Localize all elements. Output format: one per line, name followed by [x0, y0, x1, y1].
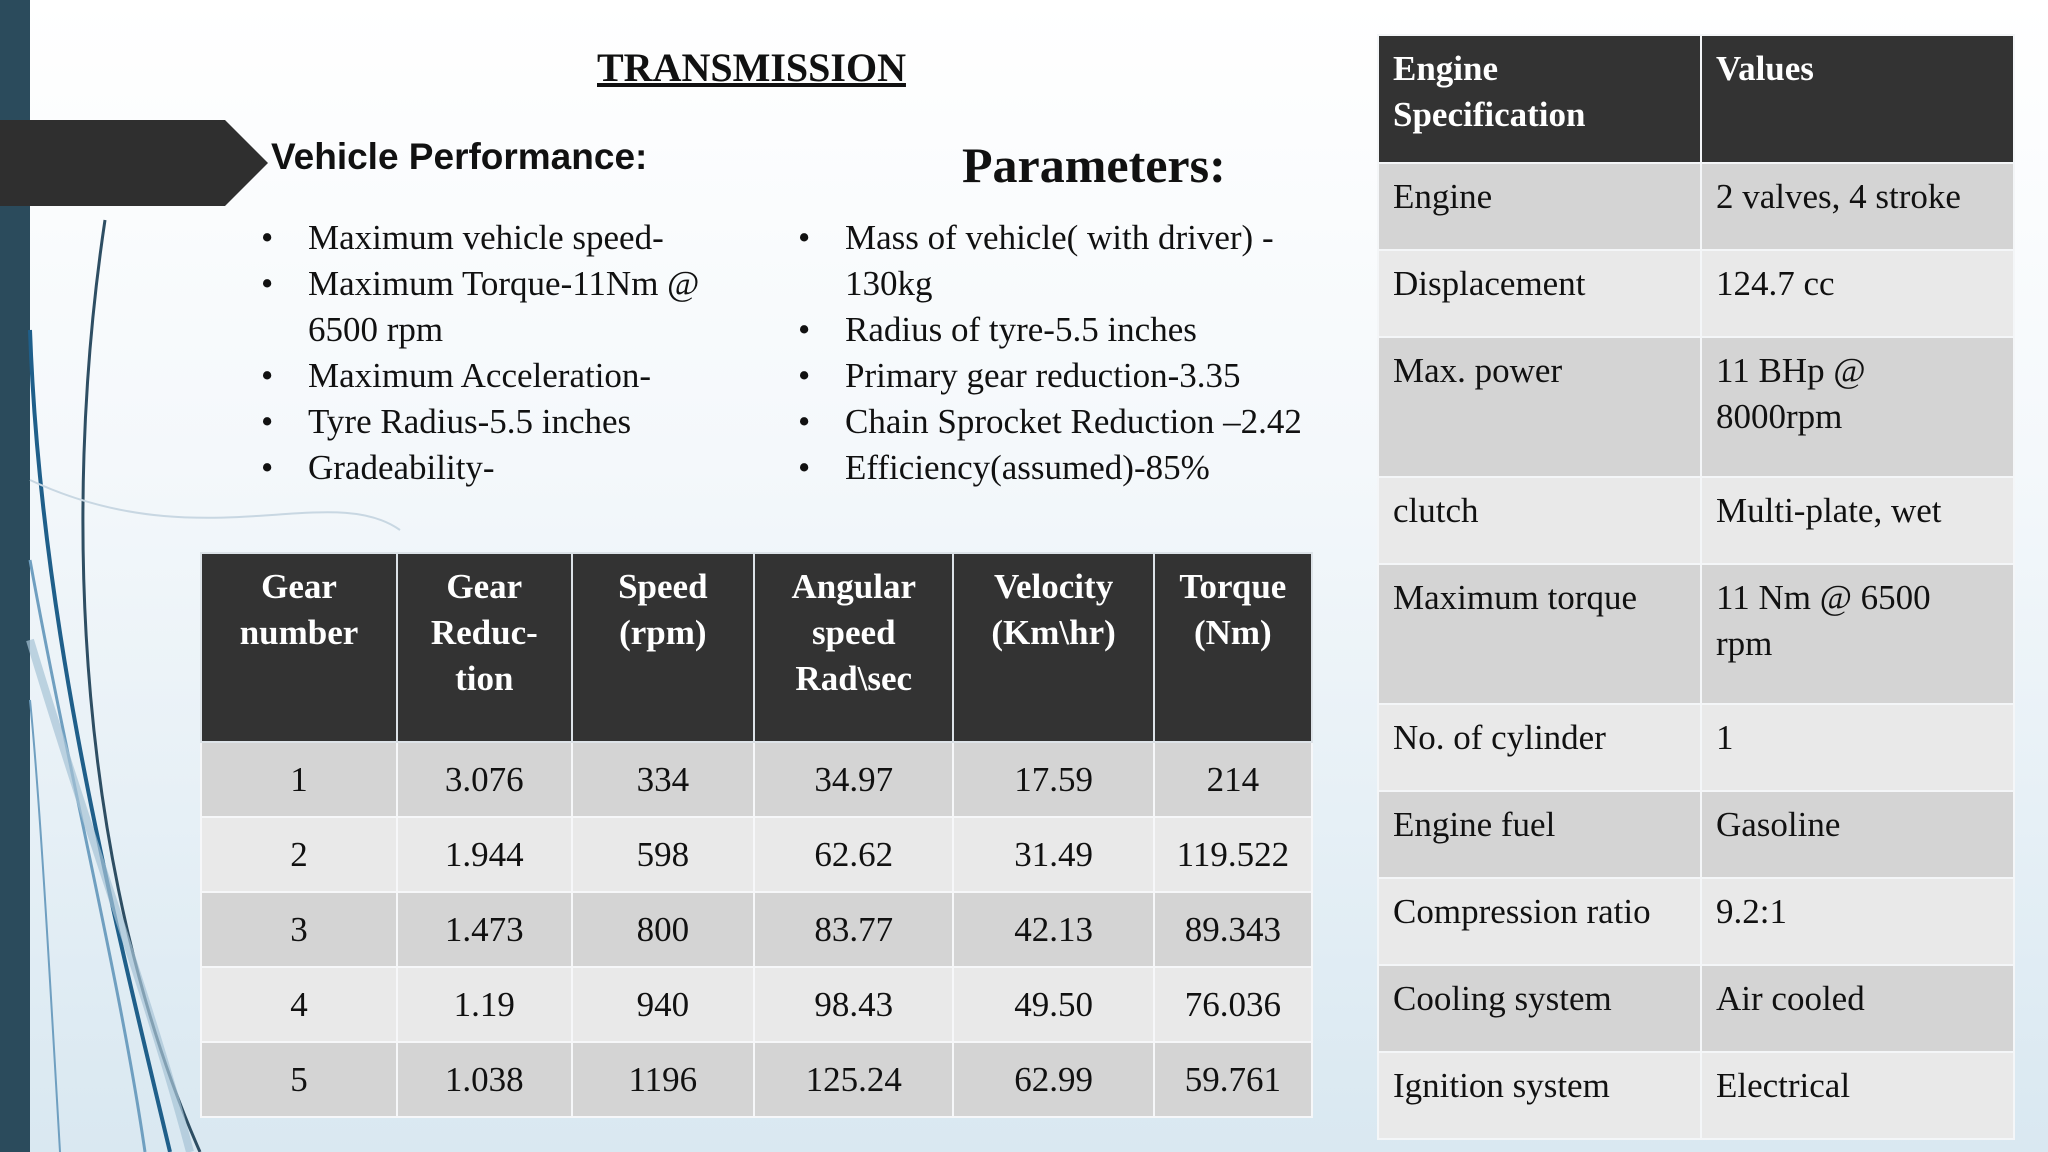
spec-value-line: Air cooled [1716, 979, 1865, 1018]
spec-key-cell [1378, 878, 1701, 965]
spec-value-cell [1701, 163, 2014, 250]
header-line: Rad\sec [795, 659, 913, 698]
table-row [1378, 477, 2014, 564]
header-line: (Km\hr) [991, 613, 1116, 652]
header-line: Gear [261, 567, 337, 606]
vehicle-performance-item: • Maximum Torque-11Nm @ 6500 rpm [261, 261, 761, 353]
spec-value-line: Multi-plate, wet [1716, 491, 1942, 530]
table-row [201, 1042, 1312, 1117]
spec-value-line: 8000rpm [1716, 397, 1843, 436]
vehicle-performance-item: • Gradeability- [261, 445, 761, 491]
table-cell: 42.13 [953, 892, 1153, 967]
spec-value-cell [1701, 250, 2014, 337]
table-cell: 89.343 [1154, 892, 1312, 967]
spec-key-cell [1378, 1052, 1701, 1139]
table-cell: 1 [201, 742, 397, 817]
table-row [1378, 791, 2014, 878]
header-line: Gear [446, 567, 523, 606]
header-line: tion [455, 659, 514, 698]
table-row [1378, 564, 2014, 704]
spec-key-cell [1378, 704, 1701, 791]
table-cell: 3.076 [397, 742, 572, 817]
spec-value-cell [1701, 704, 2014, 791]
header-line: Reduc- [430, 613, 538, 652]
table-cell: 5 [201, 1042, 397, 1117]
header-line: Engine [1393, 49, 1499, 88]
spec-key-line: Ignition system [1393, 1066, 1610, 1105]
spec-value-line: 9.2:1 [1716, 892, 1787, 931]
spec-key-line: No. of cylinder [1393, 718, 1606, 757]
table-row [1378, 965, 2014, 1052]
gear-table [200, 552, 1313, 1118]
header-line: Speed [618, 567, 708, 606]
table-cell: 598 [572, 817, 754, 892]
table-cell: 119.522 [1154, 817, 1312, 892]
vehicle-performance-heading: Vehicle Performance: [271, 136, 648, 177]
vehicle-performance-item: • Maximum Acceleration- [261, 353, 761, 399]
spec-key-line: Engine fuel [1393, 805, 1556, 844]
header-line: (rpm) [619, 613, 707, 652]
parameter-item: • Mass of vehicle( with driver) - 130kg [798, 215, 1358, 307]
spec-value-line: 2 valves, 4 stroke [1716, 177, 1961, 216]
table-cell: 59.761 [1154, 1042, 1312, 1117]
header-line: Torque [1179, 567, 1287, 606]
spec-value-line: 11 BHp @ [1716, 351, 1866, 390]
parameter-item: • Radius of tyre-5.5 inches [798, 307, 1358, 353]
table-cell: 214 [1154, 742, 1312, 817]
table-cell: 76.036 [1154, 967, 1312, 1042]
table-row [201, 817, 1312, 892]
table-row [201, 892, 1312, 967]
gear-table-header-cell [1154, 553, 1312, 742]
spec-key-cell [1378, 791, 1701, 878]
engine-spec-table [1377, 34, 2015, 1140]
spec-key-line: clutch [1393, 491, 1479, 530]
table-row [1378, 337, 2014, 477]
spec-key-cell [1378, 477, 1701, 564]
spec-value-line: 1 [1716, 718, 1734, 757]
table-cell: 49.50 [953, 967, 1153, 1042]
header-line: Angular [791, 567, 916, 606]
spec-key-line: Compression ratio [1393, 892, 1651, 931]
spec-key-cell [1378, 965, 1701, 1052]
engine-spec-header-cell [1701, 35, 2014, 163]
page-title: TRANSMISSION [597, 45, 906, 90]
spec-value-line: Gasoline [1716, 805, 1841, 844]
table-cell: 940 [572, 967, 754, 1042]
table-cell: 31.49 [953, 817, 1153, 892]
header-line: (Nm) [1193, 613, 1272, 652]
spec-key-cell [1378, 564, 1701, 704]
table-row [1378, 250, 2014, 337]
table-cell: 98.43 [754, 967, 953, 1042]
table-cell: 125.24 [754, 1042, 953, 1117]
spec-value-cell [1701, 1052, 2014, 1139]
parameter-item: • Chain Sprocket Reduction –2.42 [798, 399, 1358, 445]
table-row [1378, 878, 2014, 965]
table-cell: 2 [201, 817, 397, 892]
table-cell: 1196 [572, 1042, 754, 1117]
spec-key-cell [1378, 337, 1701, 477]
table-row [1378, 704, 2014, 791]
spec-value-cell [1701, 337, 2014, 477]
spec-key-line: Displacement [1393, 264, 1586, 303]
header-line: Velocity [993, 567, 1114, 606]
spec-key-line: Engine [1393, 177, 1493, 216]
table-cell: 1.944 [397, 817, 572, 892]
table-cell: 800 [572, 892, 754, 967]
spec-value-line: Electrical [1716, 1066, 1851, 1105]
table-cell: 62.62 [754, 817, 953, 892]
spec-value-cell [1701, 564, 2014, 704]
table-cell: 1.473 [397, 892, 572, 967]
table-cell: 34.97 [754, 742, 953, 817]
gear-table-header-cell [397, 553, 572, 742]
spec-value-line: 124.7 cc [1716, 264, 1835, 303]
table-cell: 83.77 [754, 892, 953, 967]
spec-key-line: Cooling system [1393, 979, 1612, 1018]
table-cell: 62.99 [953, 1042, 1153, 1117]
engine-spec-header-cell [1378, 35, 1701, 163]
spec-key-cell [1378, 250, 1701, 337]
heading-arrow-banner [0, 120, 272, 206]
gear-table-header-cell [953, 553, 1153, 742]
table-row [1378, 163, 2014, 250]
header-line: speed [811, 613, 896, 652]
vehicle-performance-item: • Tyre Radius-5.5 inches [261, 399, 761, 445]
table-row [201, 742, 1312, 817]
gear-table-header-cell [201, 553, 397, 742]
gear-table-header-row [201, 553, 1312, 742]
gear-table-header-cell [754, 553, 953, 742]
table-row [1378, 1052, 2014, 1139]
table-cell: 3 [201, 892, 397, 967]
parameter-item: • Efficiency(assumed)-85% [798, 445, 1358, 491]
spec-key-line: Max. power [1393, 351, 1563, 390]
spec-value-cell [1701, 965, 2014, 1052]
spec-value-cell [1701, 878, 2014, 965]
table-cell: 334 [572, 742, 754, 817]
spec-value-line: rpm [1716, 624, 1773, 663]
engine-spec-header-row [1378, 35, 2014, 163]
header-line: Values [1716, 49, 1814, 88]
spec-key-line: Maximum torque [1393, 578, 1637, 617]
gear-table-header-cell [572, 553, 754, 742]
spec-value-cell [1701, 791, 2014, 878]
header-line: number [239, 613, 359, 652]
vehicle-performance-item: • Maximum vehicle speed- [261, 215, 761, 261]
header-line: Specification [1393, 95, 1586, 134]
table-cell: 1.19 [397, 967, 572, 1042]
vehicle-performance-list [261, 215, 761, 491]
table-row [201, 967, 1312, 1042]
parameter-item: • Primary gear reduction-3.35 [798, 353, 1358, 399]
spec-value-cell [1701, 477, 2014, 564]
parameters-heading: Parameters: [962, 137, 1226, 193]
table-cell: 4 [201, 967, 397, 1042]
table-cell: 17.59 [953, 742, 1153, 817]
spec-key-cell [1378, 163, 1701, 250]
parameters-list [798, 215, 1358, 491]
spec-value-line: 11 Nm @ 6500 [1716, 578, 1931, 617]
table-cell: 1.038 [397, 1042, 572, 1117]
